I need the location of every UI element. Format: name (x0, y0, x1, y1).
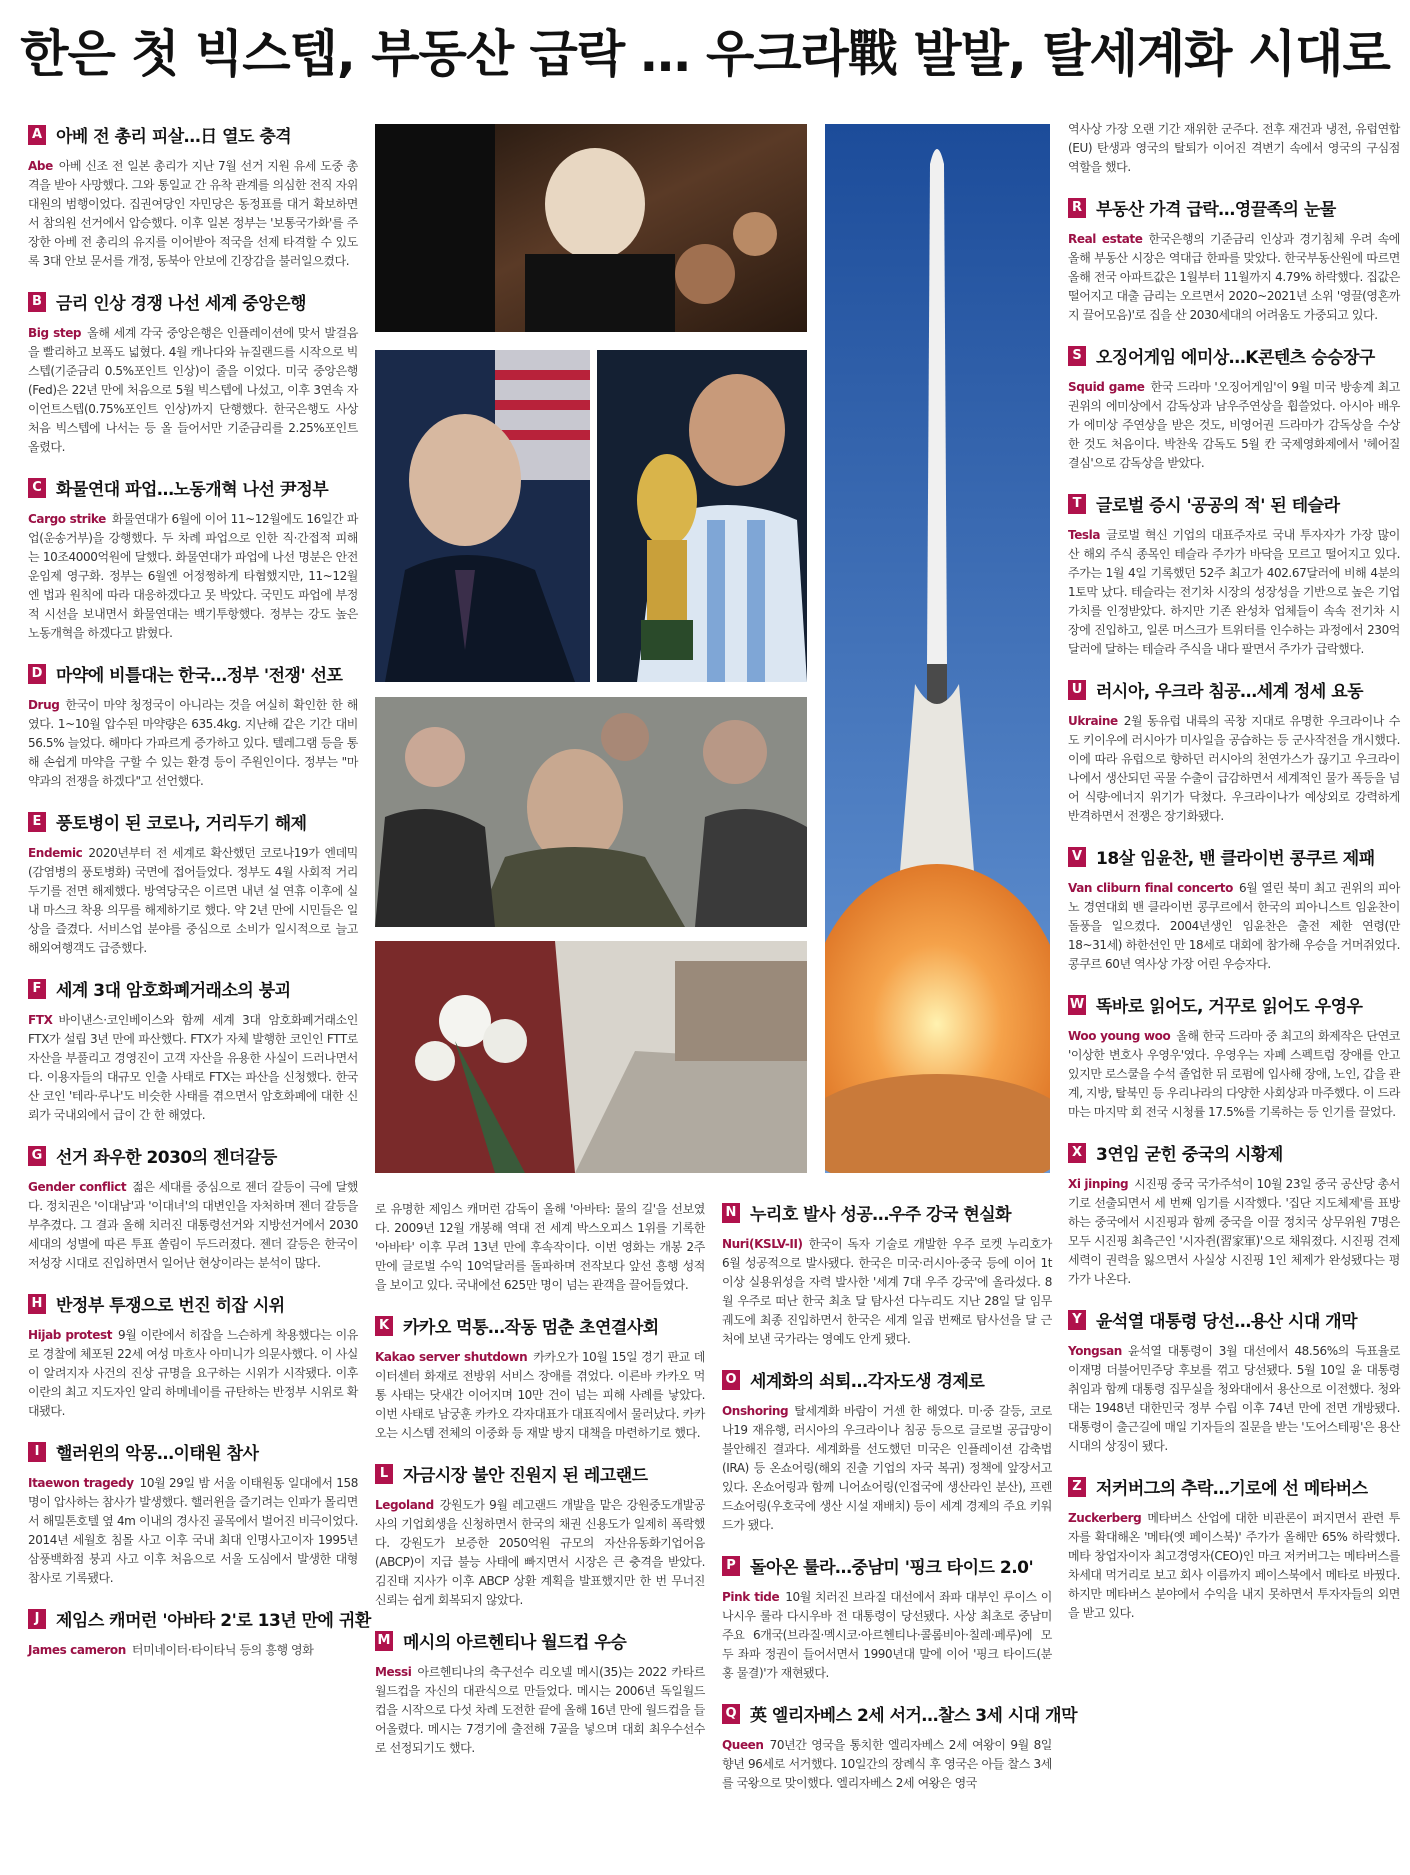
article-text: 한국 드라마 '오징어게임'이 9월 미국 방송계 최고 권위의 에미상에서 감독상과 남우주연상을 휩쓸었다. 아시아 배우가 에미상 주연상을 받은 것도, 비영어권 드라마가 감독상을 수상한 것도 처음이다. 박찬욱 감독도 5월 칸 국제영화제에서 '헤어질 결심'으로 감독상을 받았다. (1068, 380, 1400, 470)
zelensky-crowd-photo (375, 697, 807, 927)
article-keyword: Van cliburn final concerto (1068, 881, 1233, 895)
article-title: 세계 3대 암호화폐거래소의 붕괴 (56, 981, 291, 1001)
article-header (28, 1439, 358, 1464)
pianist-orchestra-illustration (375, 124, 807, 332)
article-body (1068, 526, 1400, 659)
article-header (28, 1606, 371, 1631)
article-item (722, 1701, 1077, 1793)
article-keyword: Squid game (1068, 380, 1145, 394)
article-item (1068, 677, 1400, 826)
article-title: 부동산 가격 급락…영끌족의 눈물 (1096, 200, 1336, 220)
article-body (1068, 1175, 1400, 1289)
article-body (722, 1736, 1052, 1793)
article-title: 3연임 굳힌 중국의 시황제 (1096, 1145, 1283, 1165)
article-text: 70년간 영국을 통치한 엘리자베스 2세 여왕이 9월 8일 향년 96세로 서거했다. 10일간의 장례식 후 영국은 아들 찰스 3세를 국왕으로 맞이했다. 엘리자베스 2세 여왕은 영국 (722, 1738, 1052, 1790)
article-letter-badge: B (28, 292, 46, 312)
article-text: 화물연대가 6월에 이어 11~12월에도 16일간 파업(운송거부)을 강행했다. 두 차례 파업으로 인한 직·간접적 피해는 10조4000억원에 달했다. 화물연대가 파업에 나선 명분은 안전운임제 영구화. 정부는 6월엔 어정쩡하게 타협했지만, 11~12월엔 법과 원칙에 따라 대응하겠다고 못 박았다. 국민도 파업에 부정적 시선을 보내면서 화물연대는 백기투항했다. 정부는 강도 높은 노동개혁을 하겠다고 밝혔다. (28, 512, 358, 640)
article-item (1068, 343, 1400, 473)
article-body (375, 1663, 705, 1758)
article-title: 화물연대 파업…노동개혁 나선 尹정부 (56, 480, 329, 500)
article-letter-badge: D (28, 664, 46, 684)
article-title: 핼러윈의 악몽…이태원 참사 (56, 1444, 259, 1464)
itaewon-alley-illustration (375, 941, 807, 1173)
article-title: 반정부 투쟁으로 번진 히잡 시위 (56, 1296, 285, 1316)
article-letter-badge: E (28, 812, 46, 832)
article-body (722, 1588, 1052, 1683)
article-title: 풍토병이 된 코로나, 거리두기 해제 (56, 814, 307, 834)
article-title: 러시아, 우크라 침공…세계 정세 요동 (1096, 682, 1364, 702)
article-item (28, 661, 358, 791)
article-body (28, 1178, 358, 1273)
article-body (1068, 879, 1400, 974)
article-body (28, 696, 358, 791)
article-letter-badge: V (1068, 847, 1086, 867)
article-title: 글로벌 증시 '공공의 적' 된 테슬라 (1096, 496, 1340, 516)
article-header (722, 1367, 1052, 1392)
article-letter-badge: U (1068, 680, 1086, 700)
article-text: 로 유명한 제임스 캐머런 감독이 올해 '아바타: 물의 길'을 선보였다. 2009년 12월 개봉해 역대 전 세계 박스오피스 1위를 기록한 '아바타' 이후 무려 13년 만에 후속작이다. 이번 영화는 개봉 2주 만에 글로벌 수익 10억달러를 돌파하며 전작보다 앞선 흥행 성적을 보이고 있다. 국내에선 625만 명이 넘는 관객을 끌어들였다. (375, 1202, 705, 1292)
article-body (375, 1348, 705, 1443)
article-title: 제임스 캐머런 '아바타 2'로 13년 만에 귀환 (56, 1611, 371, 1631)
article-text: 10월 29일 밤 서울 이태원동 일대에서 158명이 압사하는 참사가 발생했다. 핼러윈을 즐기려는 인파가 몰리면서 해밀톤호텔 옆 4m 이내의 경사진 골목에서 벌어진 비극이었다. 2014년 세월호 침몰 사고 이후 국내 최대 인명사고이자 1995년 삼풍백화점 붕괴 사고 이후 처음으로 서울 도심에서 발생한 대형 참사로 기록됐다. (28, 1476, 358, 1585)
article-letter-badge: G (28, 1146, 46, 1166)
article-item (1068, 1474, 1400, 1623)
article-title: 英 엘리자베스 2세 서거…찰스 3세 시대 개막 (750, 1706, 1077, 1726)
article-header (722, 1553, 1052, 1578)
article-keyword: Real estate (1068, 232, 1143, 246)
article-letter-badge: A (28, 125, 46, 145)
rocket-launch-illustration (825, 124, 1050, 1173)
pianist-orchestra-photo (375, 124, 807, 332)
article-text: 윤석열 대통령이 3월 대선에서 48.56%의 득표율로 이재명 더불어민주당 후보를 꺾고 당선됐다. 5월 10일 윤 대통령 취임과 함께 대통령 집무실을 청와대에서 용산으로 이전했다. 청와대는 1948년 대한민국 정부 수립 이후 74년 만에 전면 개방됐다. 대통령이 출근길에 매일 기자들의 질문을 받는 '도어스테핑'은 용산 시대의 상징이 됐다. (1068, 1344, 1400, 1453)
article-text: 2월 동유럽 내륙의 곡창 지대로 유명한 우크라이나 수도 키이우에 러시아가 미사일을 공습하는 등 군사작전을 개시했다. 이에 따라 유럽으로 향하던 러시아의 천연가스가 끊기고 우크라이나에서 생산되던 곡물 수출이 급감하면서 세계적인 물가 폭등을 넘어 식량·에너지 위기가 닥쳤다. 우크라이나가 예상외로 강력하게 반격하면서 전쟁은 장기화됐다. (1068, 714, 1400, 823)
article-keyword: James cameron (28, 1643, 126, 1657)
article-header (1068, 844, 1400, 869)
article-body (375, 1200, 705, 1295)
article-header (375, 1461, 705, 1486)
article-text: 10월 치러진 브라질 대선에서 좌파 대부인 루이스 이나시우 룰라 다시우바 전 대통령이 당선됐다. 사상 최초로 중남미 주요 6개국(브라질·멕시코·아르헨티나·콜롬비아·칠레·페루)에 모두 좌파 정권이 들어서면서 1990년대 말에 이어 '핑크 타이드(분홍 물결)'가 재현됐다. (722, 1590, 1053, 1680)
article-keyword: Gender conflict (28, 1180, 127, 1194)
article-header (28, 1291, 358, 1316)
article-item (1068, 992, 1400, 1122)
article-item (375, 1461, 705, 1610)
article-body (28, 844, 358, 958)
article-item (28, 1439, 358, 1588)
article-title: 18살 임윤찬, 밴 클라이번 콩쿠르 제패 (1096, 849, 1375, 869)
article-keyword: Hijab protest (28, 1328, 113, 1342)
article-text: 젊은 세대를 중심으로 젠더 갈등이 극에 달했다. 정치권은 '이대남'과 '이대녀'의 대변인을 자처하며 젠더 갈등을 부추겼다. 그 결과 올해 치러진 대통령선거와 지방선거에서 2030세대의 성별에 따른 투표 쏠림이 두드러졌다. 젠더 갈등은 한국이 저성장 시대로 진입하면서 일어난 현상이라는 분석이 많다. (28, 1180, 358, 1270)
article-header (375, 1313, 705, 1338)
article-text: 바이낸스·코인베이스와 함께 세계 3대 암호화폐거래소인 FTX가 설립 3년 만에 파산했다. FTX가 자체 발행한 코인인 FTT로 자산을 부풀리고 경영진이 고객 자산을 유용한 사실이 드러나면서다. 이용자들의 대규모 인출 사태로 FTX는 파산을 신청했다. 한국산 코인 '테라·루나'도 비슷한 사태를 겪으면서 암호화폐에 대한 신뢰가 국내외에서 급이 간 한 해였다. (28, 1013, 358, 1122)
article-text: 글로벌 혁신 기업의 대표주자로 국내 투자자가 가장 많이 산 해외 주식 종목인 테슬라 주가가 바닥을 모르고 떨어지고 있다. 주가는 1월 4일 기록했던 52주 최고가 402.67달러에 비해 4분의 1토막 났다. 테슬라는 전기차 시장의 성장성을 기반으로 높은 기업가치를 인정받았다. 하지만 기존 완성차 업체들이 속속 전기차 시장에 진입하고, 일론 머스크가 트위터를 인수하는 과정에서 230억달러에 달하는 테슬라 주식을 내다 팔면서 주가가 급락했다. (1068, 528, 1400, 656)
article-keyword: Legoland (375, 1498, 434, 1512)
article-letter-badge: Q (722, 1704, 740, 1724)
article-item (28, 809, 358, 958)
article-title: 저커버그의 추락…기로에 선 메타버스 (1096, 1479, 1368, 1499)
article-title: 누리호 발사 성공…우주 강국 현실화 (750, 1205, 1012, 1225)
article-text: 카카오가 10월 15일 경기 판교 데이터센터 화재로 전방위 서비스 장애를 겪었다. 이른바 카카오 먹통 사태는 닷새간 이어지며 10만 건이 넘는 피해 사례를 낳았다. 이번 사태로 남궁훈 카카오 각자대표가 대표직에서 물러났다. 카카오는 시스템 전체의 이중화 등 재발 방지 대책을 마련하기로 했다. (375, 1350, 705, 1440)
article-keyword: Yongsan (1068, 1344, 1122, 1358)
article-body (722, 1235, 1052, 1349)
article-title: 윤석열 대통령 당선…용산 시대 개막 (1096, 1312, 1358, 1332)
article-keyword: Kakao server shutdown (375, 1350, 528, 1364)
article-letter-badge: O (722, 1370, 740, 1390)
article-keyword: Nuri(KSLV-II) (722, 1237, 803, 1251)
article-letter-badge: S (1068, 346, 1086, 366)
article-header (1068, 1474, 1400, 1499)
article-item (28, 122, 358, 271)
article-header (28, 289, 358, 314)
zelensky-crowd-illustration (375, 697, 807, 927)
article-header (375, 1628, 705, 1653)
article-body (28, 1474, 358, 1588)
article-keyword: Tesla (1068, 528, 1101, 542)
article-body (1068, 1342, 1400, 1456)
article-header (722, 1200, 1052, 1225)
article-text: 한국이 마약 청정국이 아니라는 것을 여실히 확인한 한 해였다. 1~10월 압수된 마약량은 635.4kg. 지난해 같은 기간 대비 56.5% 늘었다. 해마다 가파르게 증가하고 있다. 텔레그램 등을 통해 손쉽게 마약을 구할 수 있는 환경 등이 주원인이다. 정부는 "마약과의 전쟁을 하겠다"고 선언했다. (28, 698, 358, 788)
article-keyword: Cargo strike (28, 512, 106, 526)
article-title: 카카오 먹통…작동 멈춘 초연결사회 (403, 1318, 659, 1338)
article-title: 돌아온 룰라…중남미 '핑크 타이드 2.0' (750, 1558, 1034, 1578)
article-keyword: Abe (28, 159, 53, 173)
article-header (1068, 195, 1400, 220)
article-header (1068, 677, 1400, 702)
article-item (28, 475, 358, 643)
article-letter-badge: J (28, 1609, 46, 1629)
article-item (375, 1628, 705, 1758)
article-body (28, 1326, 358, 1421)
article-letter-badge: W (1068, 995, 1086, 1015)
article-text: 메타버스 산업에 대한 비관론이 퍼지면서 관련 투자를 확대해온 '메타(옛 페이스북)' 주가가 올해만 65% 하락했다. 메타 창업자이자 최고경영자(CEO)인 마크 저커버그는 메타버스를 차세대 먹거리로 보고 회사 이름까지 페이스북에서 메타로 바꿨다. 하지만 메타버스 분야에서 수익을 내지 못하면서 투자자들의 외면을 받고 있다. (1068, 1511, 1400, 1620)
article-header (28, 475, 358, 500)
article-letter-badge: I (28, 1442, 46, 1462)
article-letter-badge: K (375, 1316, 393, 1336)
article-body (1068, 712, 1400, 826)
article-keyword: Endemic (28, 846, 83, 860)
article-item (1068, 491, 1400, 659)
article-body (28, 510, 358, 643)
article-title: 똑바로 읽어도, 거꾸로 읽어도 우영우 (1096, 997, 1363, 1017)
article-header (1068, 343, 1400, 368)
article-header (28, 122, 358, 147)
rocket-launch-photo (825, 124, 1050, 1173)
article-text: 아르헨티나의 축구선수 리오넬 메시(35)는 2022 카타르월드컵을 자신의 대관식으로 만들었다. 메시는 2006년 독일월드컵을 시작으로 다섯 차례 도전한 끝에 올해 16년 만에 월드컵을 들어올렸다. 메시는 7경기에 출전해 7골을 넣으며 대회 최우수선수로 선정되기도 했다. (375, 1665, 705, 1755)
article-text: 강원도가 9월 레고랜드 개발을 맡은 강원중도개발공사의 기업회생을 신청하면서 한국의 채권 신용도가 일제히 폭락했다. 강원도가 보증한 2050억원 규모의 자산유동화기업어음(ABCP)이 지급 불능 사태에 빠지면서 시장은 큰 충격을 받았다. 김진태 지사가 이후 ABCP 상환 계획을 발표했지만 한 번 무너진 신뢰는 쉽게 회복되지 않았다. (375, 1498, 705, 1607)
article-keyword: FTX (28, 1013, 53, 1027)
article-text: 올해 한국 드라마 중 최고의 화제작은 단연코 '이상한 변호사 우영우'였다. 우영우는 자폐 스펙트럼 장애를 안고 있지만 로스쿨을 수석 졸업한 뒤 로펌에 입사해 장애, 노인, 갑을 관계, 지방, 탈북민 등 우리나라의 다양한 사회상과 마주했다. 이 드라마는 마지막 회 전국 시청률 17.5%를 기록하는 등 인기를 끌었다. (1068, 1029, 1400, 1119)
article-body (1068, 378, 1400, 473)
page-headline: 한은 첫 빅스텝, 부동산 급락 … 우크라戰 발발, 탈세계화 시대로 (20, 25, 1390, 83)
article-item (28, 289, 358, 457)
article-letter-badge: P (722, 1556, 740, 1576)
article-letter-badge: M (375, 1631, 393, 1651)
article-keyword: Drug (28, 698, 60, 712)
article-header (722, 1701, 1077, 1726)
article-title: 선거 좌우한 2030의 젠더갈등 (56, 1148, 277, 1168)
article-text: 아베 신조 전 일본 총리가 지난 7월 선거 지원 유세 도중 총격을 받아 사망했다. 그와 통일교 간 유착 관계를 의심한 전직 자위대원의 범행이었다. 집권여당인 자민당은 동정표를 대거 확보하면서 참의원 선거에서 압승했다. 이후 일본 정부는 '보통국가화'를 주장한 아베 전 총리의 유지를 이어받아 적국을 선제 타격할 수 있도록 3대 안보 문서를 개정, 동북아 안보에 긴장감을 불러일으켰다. (28, 159, 358, 268)
article-header (28, 809, 358, 834)
article-text: 터미네이터·타이타닉 등의 흥행 영화 (131, 1643, 314, 1657)
article-title: 세계화의 쇠퇴…각자도생 경제로 (750, 1372, 985, 1392)
article-keyword: Itaewon tragedy (28, 1476, 134, 1490)
article-title: 자금시장 불안 진원지 된 레고랜드 (403, 1466, 648, 1486)
article-header (1068, 992, 1400, 1017)
article-keyword: Woo young woo (1068, 1029, 1171, 1043)
article-letter-badge: Z (1068, 1477, 1086, 1497)
article-body (1068, 1027, 1400, 1122)
article-item (375, 1200, 705, 1295)
article-item (1068, 844, 1400, 974)
article-letter-badge: C (28, 478, 46, 498)
article-body (28, 157, 358, 271)
article-letter-badge: L (375, 1464, 393, 1484)
column-3 (722, 1200, 1077, 1811)
article-body (28, 324, 358, 457)
article-item (28, 976, 358, 1125)
article-body (375, 1496, 705, 1610)
article-letter-badge: N (722, 1203, 740, 1223)
article-item (722, 1367, 1052, 1535)
article-body (1068, 1509, 1400, 1623)
article-keyword: Onshoring (722, 1404, 789, 1418)
article-item (28, 1143, 358, 1273)
article-letter-badge: X (1068, 1143, 1086, 1163)
article-letter-badge: H (28, 1294, 46, 1314)
article-header (1068, 1307, 1400, 1332)
article-title: 오징어게임 에미상…K콘텐츠 승승장구 (1096, 348, 1375, 368)
article-letter-badge: F (28, 979, 46, 999)
article-text: 탈세계화 바람이 거센 한 해였다. 미·중 갈등, 코로나19 재유행, 러시아의 우크라이나 침공 등으로 글로벌 공급망이 불안해진 결과다. 세계화를 선도했던 미국은 인플레이션 감축법(IRA) 등 온쇼어링(해외 진출 기업의 자국 복귀) 정책에 앞장서고 있다. 온쇼어링과 함께 니어쇼어링(인접국에 생산라인 분산), 프렌드쇼어링(우호국에 생산 시설 재배치) 등이 세계 경제의 주요 키워드가 됐다. (722, 1404, 1052, 1532)
article-text: 한국이 독자 기술로 개발한 우주 로켓 누리호가 6월 성공적으로 발사됐다. 한국은 미국·러시아·중국 등에 이어 1t 이상 실용위성을 자력 발사한 '세계 7대 우주 강국'에 올라섰다. 8월 우주로 떠난 한국 최초 달 탐사선 다누리도 지난 28일 달 임무 궤도에 최종 진입하면서 한국은 세계 일곱 번째로 탐사선을 달 근처에 보낸 국가라는 영예도 안게 됐다. (722, 1237, 1052, 1346)
article-keyword: Ukraine (1068, 714, 1118, 728)
article-letter-badge: R (1068, 198, 1086, 218)
article-item (722, 1553, 1052, 1683)
article-item (375, 1313, 705, 1443)
article-body (722, 1402, 1052, 1535)
fed-chair-podium-photo (375, 350, 590, 682)
article-text: 한국은행의 기준금리 인상과 경기침체 우려 속에 올해 부동산 시장은 역대급 한파를 맞았다. 한국부동산원에 따르면 올해 전국 아파트값은 1월부터 11월까지 4.79% 하락했다. 집값은 떨어지고 대출 금리는 오르면서 2020~2021년 소위 '영끌(영혼까지 끌어모음)'로 집을 산 2030세대의 어려움도 가중되고 있다. (1068, 232, 1400, 322)
fed-chair-illustration (375, 350, 590, 682)
article-title: 메시의 아르헨티나 월드컵 우승 (403, 1633, 627, 1653)
column-4-intro-text: 역사상 가장 오랜 기간 재위한 군주다. 전후 재건과 냉전, 유럽연합(EU) 탄생과 영국의 탈퇴가 이어진 격변기 속에서 영국의 구심점 역할을 했다. (1068, 122, 1400, 174)
itaewon-alley-flowers-photo (375, 941, 807, 1173)
article-body (28, 1641, 358, 1660)
article-text: 6월 열린 북미 최고 권위의 피아노 경연대회 밴 클라이번 콩쿠르에서 한국의 피아니스트 임윤찬이 돌풍을 일으켰다. 2004년생인 임윤찬은 출전 제한 연령(만 18~31세) 하한선인 만 18세로 대회에 참가해 우승을 거머쥐었다. 콩쿠르 60년 역사상 가장 어린 우승자다. (1068, 881, 1400, 971)
article-keyword: Queen (722, 1738, 764, 1752)
article-letter-badge: T (1068, 494, 1086, 514)
column-2 (375, 1200, 705, 1776)
article-title: 마약에 비틀대는 한국…정부 '전쟁' 선포 (56, 666, 343, 686)
article-keyword: Zuckerberg (1068, 1511, 1142, 1525)
article-keyword: Big step (28, 326, 82, 340)
article-header (28, 976, 358, 1001)
article-item (28, 1606, 371, 1660)
article-text: 9월 이란에서 히잡을 느슨하게 착용했다는 이유로 경찰에 체포된 22세 여성 마흐사 아미니가 의문사했다. 이 사실이 알려지자 사건의 진상 규명을 요구하는 시위가 시작됐다. 이후 이란의 최고 지도자인 알리 하메네이를 규탄하는 반정부 시위로 확대됐다. (28, 1328, 358, 1418)
messi-trophy-photo (597, 350, 807, 682)
article-item (1068, 1307, 1400, 1456)
article-keyword: Xi jinping (1068, 1177, 1129, 1191)
column-1 (28, 122, 371, 1678)
article-text: 올해 세계 각국 중앙은행은 인플레이션에 맞서 발걸음을 빨리하고 보폭도 넓혔다. 4월 캐나다와 뉴질랜드를 시작으로 빅스텝(기준금리 0.5%포인트 인상)이 줄을 이었다. 미국 중앙은행(Fed)은 22년 만에 처음으로 5월 빅스텝에 나섰고, 이후 3연속 자이언트스텝(0.75%포인트 인상)까지 단행했다. 한국은행도 사상 처음 빅스텝에 나서는 등 올 들어서만 기준금리를 2.25%포인트 올렸다. (28, 326, 359, 454)
article-keyword: Messi (375, 1665, 412, 1679)
article-item (1068, 1140, 1400, 1289)
article-text: 시진핑 중국 국가주석이 10월 23일 중국 공산당 총서기로 선출되면서 세 번째 임기를 시작했다. '집단 지도체제'를 표방하는 중국에서 시진핑과 함께 중국을 이끌 정치국 상무위원 7명은 모두 시진핑 최측근인 '시자쥔(習家軍)'으로 채워졌다. 시진핑 견제 세력이 권력을 잃으면서 사실상 시진핑 1인 체제가 완성됐다는 평가가 나온다. (1068, 1177, 1400, 1286)
article-header (1068, 491, 1400, 516)
article-letter-badge: Y (1068, 1310, 1086, 1330)
article-body (28, 1011, 358, 1125)
article-item (1068, 195, 1400, 325)
article-header (28, 1143, 358, 1168)
column-4 (1068, 120, 1400, 1641)
article-body (1068, 230, 1400, 325)
messi-trophy-illustration (597, 350, 807, 682)
article-item (722, 1200, 1052, 1349)
article-item (28, 1291, 358, 1421)
article-title: 아베 전 총리 피살…日 열도 충격 (56, 127, 292, 147)
article-header (1068, 1140, 1400, 1165)
article-keyword: Pink tide (722, 1590, 780, 1604)
article-title: 금리 인상 경쟁 나선 세계 중앙은행 (56, 294, 306, 314)
article-header (28, 661, 358, 686)
article-text: 2020년부터 전 세계로 확산했던 코로나19가 엔데믹(감염병의 풍토병화) 국면에 접어들었다. 정부도 4월 사회적 거리두기를 전면 해제했다. 방역당국은 이르면 내년 설 연휴 이후에 실내 마스크 착용 의무를 해제하기로 했다. 약 2년 만에 시민들은 일상을 즐겼다. 서비스업 분야를 중심으로 소비가 일시적으로 늘고 해외여행객도 급증했다. (28, 846, 358, 955)
